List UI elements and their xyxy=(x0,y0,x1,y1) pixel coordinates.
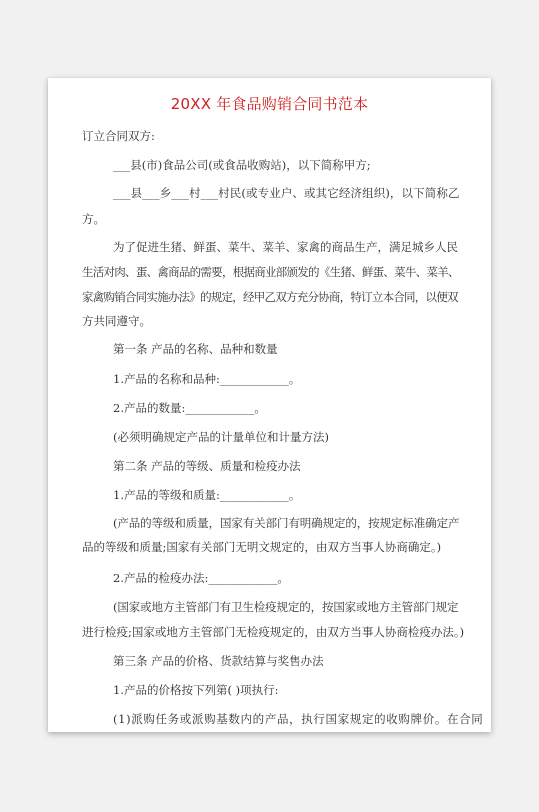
body-line: 进行检疫;国家或地方主管部门无检疫规定的，由双方当事人协商检疫办法。) xyxy=(82,625,465,639)
body-line: 1.产品的名称和品种:____________。 xyxy=(113,372,301,386)
body-line: (必须明确规定产品的计量单位和计量方法) xyxy=(113,430,329,444)
document-page xyxy=(48,78,491,732)
body-line: 2.产品的数量:____________。 xyxy=(113,401,266,415)
document-title: 20XX 年食品购销合同书范本 xyxy=(170,95,369,113)
body-line: (1)派购任务或派购基数内的产品，执行国家规定的收购牌价。在合同 xyxy=(113,712,484,726)
body-line: 第一条 产品的名称、品种和数量 xyxy=(113,342,278,356)
body-line: 为了促进生猪、鲜蛋、菜牛、菜羊、家禽的商品生产，满足城乡人民 xyxy=(113,240,458,254)
body-line: (国家或地方主管部门有卫生检疫规定的，按国家或地方主管部门规定 xyxy=(113,600,459,614)
body-line: 第二条 产品的等级、质量和检疫办法 xyxy=(113,459,301,473)
body-line: ___县___乡___村___村民(或专业户、或其它经济组织)，以下简称乙 xyxy=(113,186,460,200)
body-line: 方。 xyxy=(82,212,105,226)
body-line: 第三条 产品的价格、货款结算与奖售办法 xyxy=(113,654,324,668)
body-line: 生活对肉、蛋、禽商品的需要，根据商业部颁发的《生猪、鲜蛋、菜牛、菜羊、 xyxy=(82,265,459,279)
body-line: 方共同遵守。 xyxy=(82,314,151,328)
body-line: 品的等级和质量;国家有关部门无明文规定的，由双方当事人协商确定。) xyxy=(82,540,442,554)
body-line: 家禽购销合同实施办法》的规定，经甲乙双方充分协商，特订立本合同，以便双 xyxy=(82,290,458,304)
body-line: 1.产品的价格按下列第( )项执行: xyxy=(113,683,279,697)
body-line: 订立合同双方: xyxy=(82,129,155,143)
body-line: (产品的等级和质量，国家有关部门有明确规定的，按规定标准确定产 xyxy=(113,516,460,530)
body-line: ___县(市)食品公司(或食品收购站)，以下简称甲方; xyxy=(113,158,371,172)
body-line: 2.产品的检疫办法:____________。 xyxy=(113,571,289,585)
body-line: 1.产品的等级和质量:____________。 xyxy=(113,488,301,502)
